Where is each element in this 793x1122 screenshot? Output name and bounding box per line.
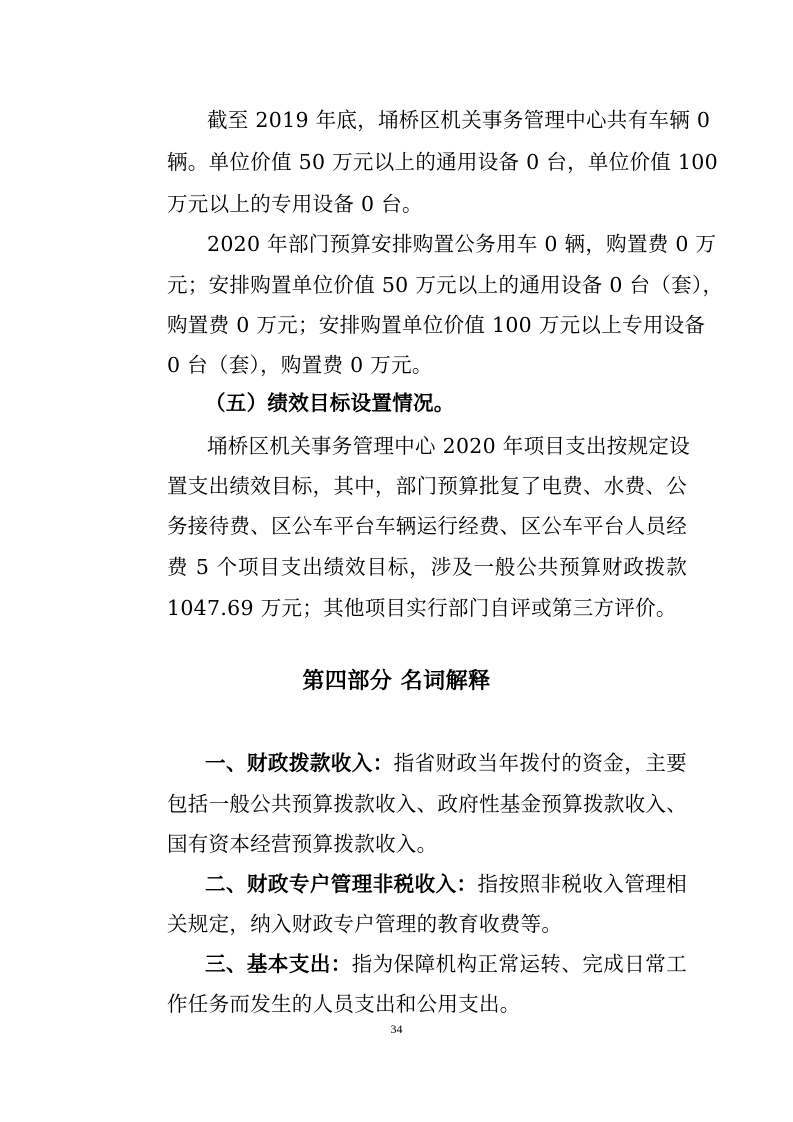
text-line: 1047.69 万元；其他项目实行部门自评或第三方评价。 xyxy=(167,596,677,620)
text-line: 务接待费、区公车平台车辆运行经费、区公车平台人员经 xyxy=(167,514,687,538)
text-line xyxy=(205,745,687,781)
section-title: 第四部分 名词解释 xyxy=(302,669,491,694)
definition-term: 二、财政专户管理非税收入： xyxy=(205,872,478,896)
subheading-performance: （五）绩效目标设置情况。 xyxy=(205,391,455,415)
text-line: 辆。单位价值 50 万元以上的通用设备 0 台，单位价值 100 xyxy=(167,150,718,174)
text-line xyxy=(205,946,687,982)
definition-text: 指为保障机构正常运转、完成日常工 xyxy=(351,952,687,976)
page-number: 34 xyxy=(390,1022,403,1036)
text-line xyxy=(205,866,687,902)
definition-term: 一、财政拨款收入： xyxy=(205,751,394,775)
text-line: 埇桥区机关事务管理中心 2020 年项目支出按规定设 xyxy=(207,434,691,458)
text-line: 作任务而发生的人员支出和公用支出。 xyxy=(167,992,521,1016)
definition-term: 三、基本支出： xyxy=(205,952,352,976)
definition-text: 指省财政当年拨付的资金，主要 xyxy=(393,751,687,775)
text-line: 关规定，纳入财政专户管理的教育收费等。 xyxy=(167,912,563,936)
text-line: 截至 2019 年底，埇桥区机关事务管理中心共有车辆 0 xyxy=(207,108,711,132)
text-line: 2020 年部门预算安排购置公务用车 0 辆，购置费 0 万 xyxy=(207,232,717,256)
text-line: 购置费 0 万元；安排购置单位价值 100 万元以上专用设备 xyxy=(167,313,706,337)
text-line: 包括一般公共预算拨款收入、政府性基金预算拨款收入、 xyxy=(167,792,687,816)
text-line: 国有资本经营预算拨款收入。 xyxy=(167,832,438,856)
text-line: 置支出绩效目标，其中，部门预算批复了电费、水费、公 xyxy=(167,474,687,498)
text-line: 元；安排购置单位价值 50 万元以上的通用设备 0 台（套）， xyxy=(167,273,724,297)
text-line: 费 5 个项目支出绩效目标，涉及一般公共预算财政拨款 xyxy=(167,555,687,579)
definition-text: 指按照非税收入管理相 xyxy=(477,872,688,896)
text-line: 万元以上的专用设备 0 台。 xyxy=(167,192,423,216)
text-line: 0 台（套），购置费 0 万元。 xyxy=(167,353,433,377)
